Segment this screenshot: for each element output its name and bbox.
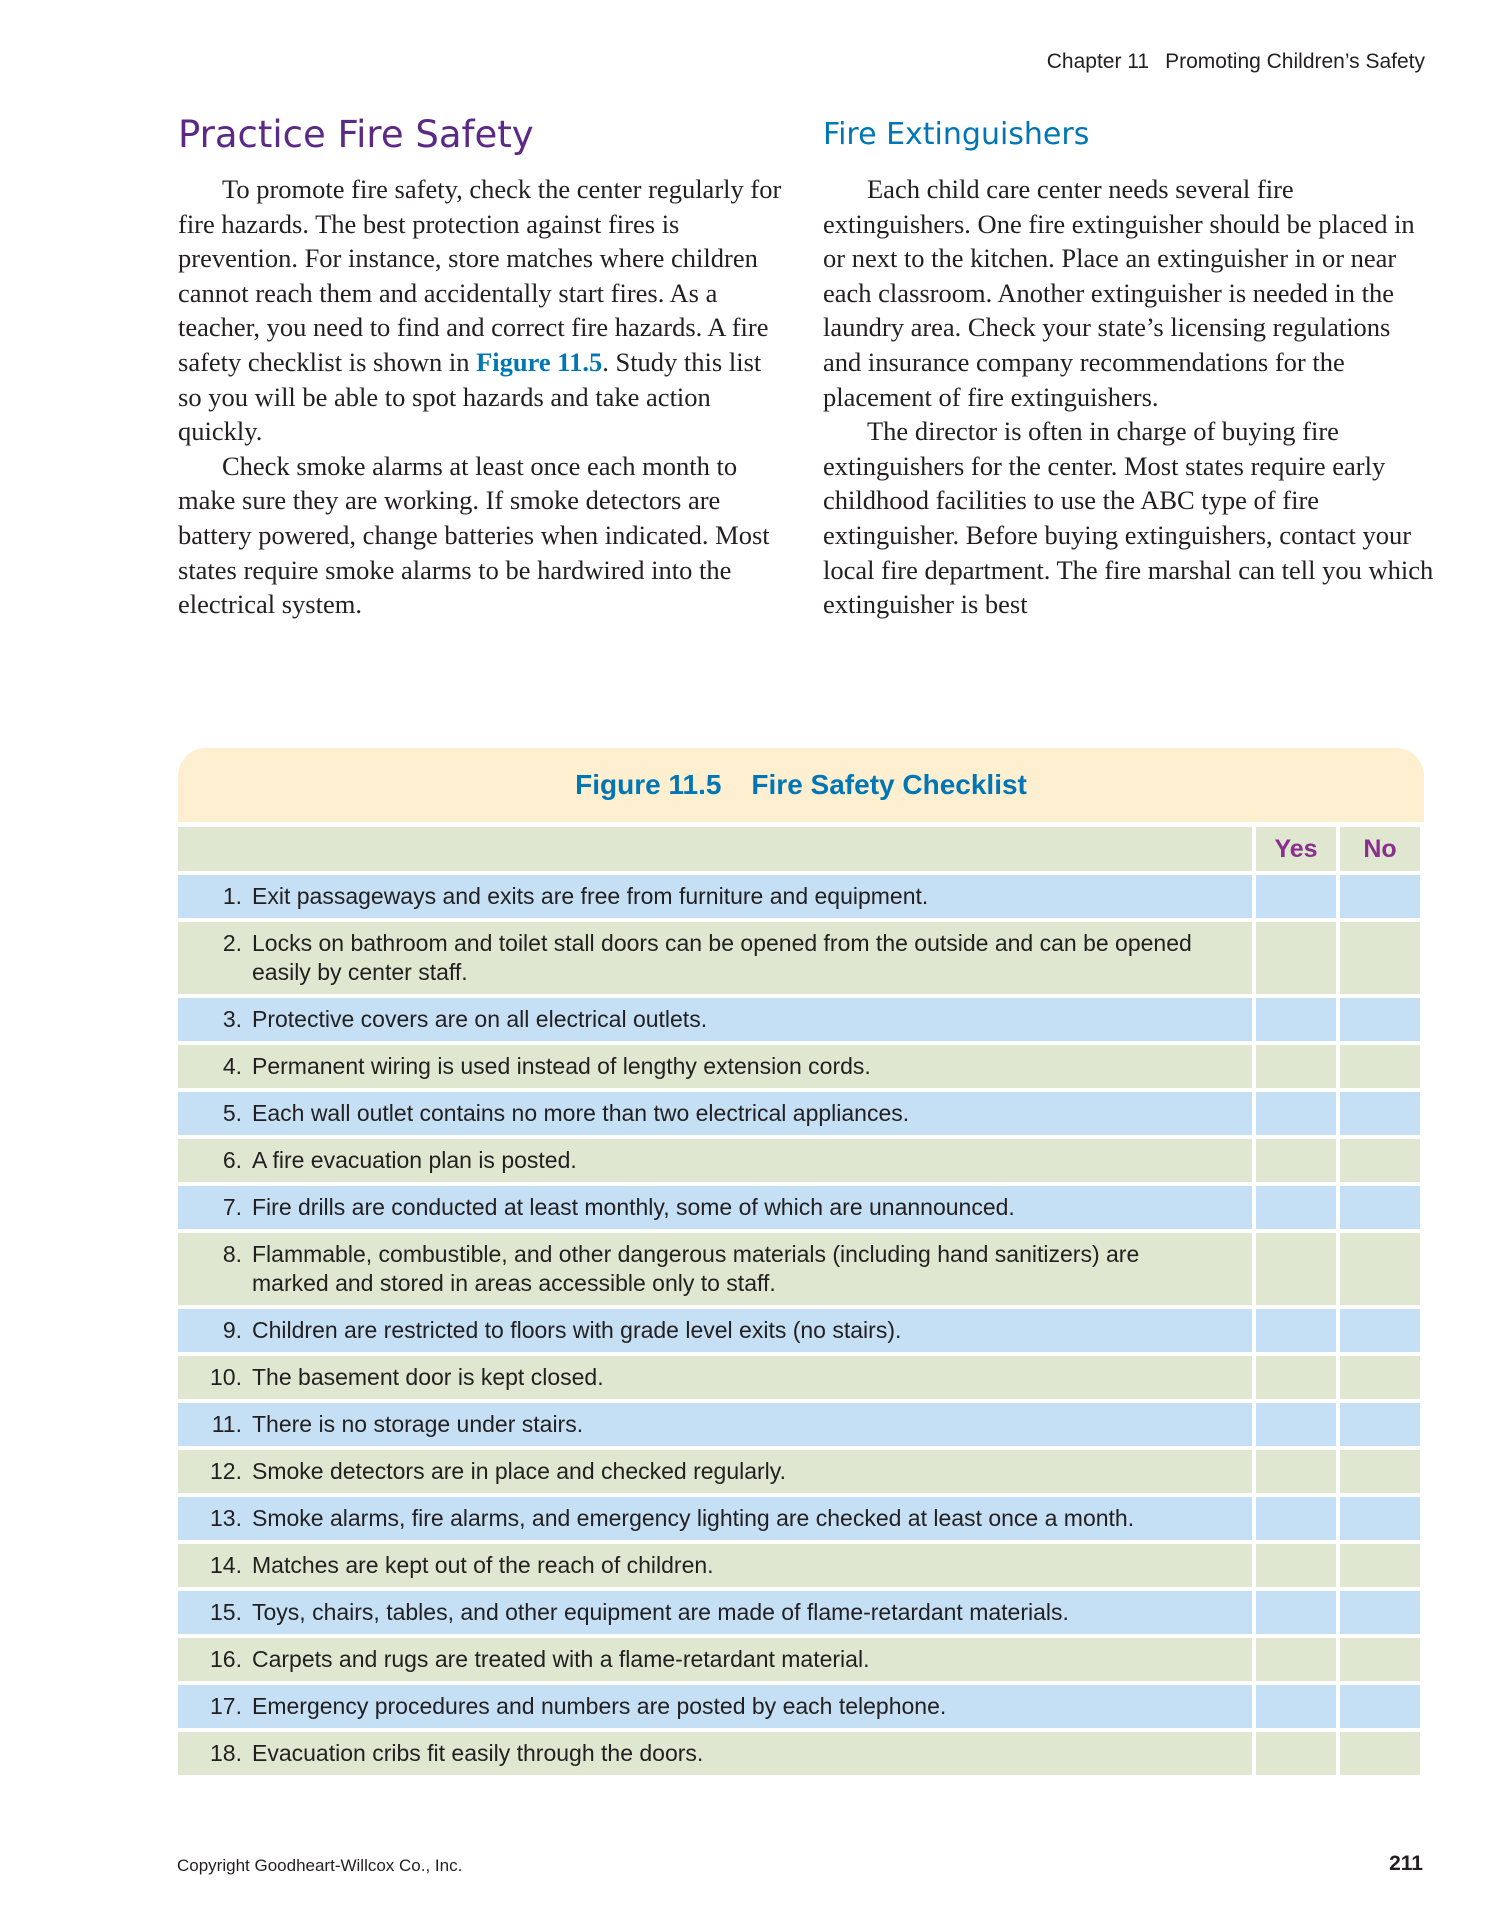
no-checkbox-cell[interactable]: [1340, 1591, 1420, 1634]
header-blank-cell: [178, 827, 1252, 871]
yes-checkbox-cell[interactable]: [1256, 922, 1336, 994]
no-checkbox-cell[interactable]: [1340, 1450, 1420, 1493]
item-text: Each wall outlet contains no more than two electrical appliances.: [252, 1100, 910, 1126]
yes-checkbox-cell[interactable]: [1256, 1450, 1336, 1493]
paragraph-extinguishers-1: Each child care center needs several fire extinguishers. One fire extinguisher should be placed in or next to the kitchen. Place an extinguisher in or near each classroom. Another extinguisher is needed in the laundry area. Check your state’s licensing regulations and insurance company recommendations for the placement of fire extinguishers.: [823, 174, 1415, 412]
paragraph-fire-safety-1: [178, 172, 788, 449]
checklist-row: [178, 1450, 1424, 1493]
yes-checkbox-cell[interactable]: [1256, 1638, 1336, 1681]
checklist-item-cell: [178, 1045, 1252, 1088]
no-checkbox-cell[interactable]: [1340, 1497, 1420, 1540]
checklist-row: [178, 1092, 1424, 1135]
chapter-title: Promoting Children’s Safety: [1165, 50, 1425, 73]
item-number: 4.: [222, 1053, 242, 1079]
checklist-item-cell: [178, 1186, 1252, 1229]
column-header-no: No: [1340, 827, 1420, 871]
yes-checkbox-cell[interactable]: [1256, 1356, 1336, 1399]
item-text: Smoke detectors are in place and checked regularly.: [252, 1458, 786, 1484]
no-checkbox-cell[interactable]: [1340, 1544, 1420, 1587]
checklist-item-cell: [178, 922, 1252, 994]
figure-title: Fire Safety Checklist: [751, 769, 1027, 800]
yes-checkbox-cell[interactable]: [1256, 1309, 1336, 1352]
no-checkbox-cell[interactable]: [1340, 1356, 1420, 1399]
item-text: Evacuation cribs fit easily through the doors.: [252, 1740, 704, 1766]
item-number: 18.: [210, 1740, 242, 1766]
paragraph-text: To promote fire safety, check the center regularly for fire hazards. The best protection against fires is prevention. For instance, store matches where children cannot reach them and accidentally start fires. As a teacher, you need to find and correct fire hazards. A fire safety checklist is shown in: [178, 174, 782, 377]
checklist-item-cell: [178, 1139, 1252, 1182]
checklist-item-cell: [178, 998, 1252, 1041]
item-text: Toys, chairs, tables, and other equipment are made of flame-retardant materials.: [252, 1599, 1069, 1625]
item-number: 13.: [210, 1505, 242, 1531]
figure-caption: [178, 748, 1424, 822]
section-heading-fire-safety: Practice Fire Safety: [178, 113, 534, 156]
checklist-row: [178, 1045, 1424, 1088]
paragraph-text: . Study this list so you will be able to spot hazards and take action quickly.: [178, 346, 762, 447]
yes-checkbox-cell[interactable]: [1256, 1497, 1336, 1540]
figure-reference-link[interactable]: Figure 11.5: [476, 346, 603, 377]
fire-safety-checklist-figure: [178, 748, 1424, 1775]
checklist-row: [178, 1186, 1424, 1229]
checklist-item-cell: [178, 1544, 1252, 1587]
checklist-item-cell: [178, 1233, 1252, 1305]
checklist-row: [178, 1638, 1424, 1681]
item-number: 9.: [222, 1317, 242, 1343]
section-heading-fire-extinguishers: Fire Extinguishers: [823, 117, 1090, 152]
no-checkbox-cell[interactable]: [1340, 1403, 1420, 1446]
yes-checkbox-cell[interactable]: [1256, 1732, 1336, 1775]
checklist-row: [178, 1403, 1424, 1446]
checklist-item-cell: [178, 1497, 1252, 1540]
checklist-row: [178, 1309, 1424, 1352]
item-text: Flammable, combustible, and other dangerous materials (including hand sanitizers) are marked and stored in areas accessible only to staff.: [252, 1241, 1140, 1296]
item-number: 10.: [210, 1364, 242, 1390]
checklist-row: [178, 1139, 1424, 1182]
item-number: 8.: [222, 1241, 242, 1267]
checklist-item-cell: [178, 1403, 1252, 1446]
checklist-row: [178, 1591, 1424, 1634]
left-column: [178, 112, 788, 622]
item-text: Fire drills are conducted at least monthly, some of which are unannounced.: [252, 1194, 1015, 1220]
checklist-header-row: [178, 827, 1424, 871]
checklist-row: [178, 1732, 1424, 1775]
checklist-item-cell: [178, 1356, 1252, 1399]
checklist-row: [178, 1233, 1424, 1305]
no-checkbox-cell[interactable]: [1340, 922, 1420, 994]
yes-checkbox-cell[interactable]: [1256, 1186, 1336, 1229]
no-checkbox-cell[interactable]: [1340, 875, 1420, 918]
checklist-row: [178, 922, 1424, 994]
item-number: 12.: [210, 1458, 242, 1484]
yes-checkbox-cell[interactable]: [1256, 1544, 1336, 1587]
item-number: 2.: [222, 930, 242, 956]
running-head: [1047, 50, 1425, 74]
item-text: Protective covers are on all electrical outlets.: [252, 1006, 708, 1032]
item-text: The basement door is kept closed.: [252, 1364, 604, 1390]
page-number: 211: [1389, 1852, 1423, 1875]
checklist-item-cell: [178, 1638, 1252, 1681]
item-text: A fire evacuation plan is posted.: [252, 1147, 577, 1173]
item-text: Matches are kept out of the reach of children.: [252, 1552, 714, 1578]
right-column: [823, 112, 1435, 622]
checklist-rows: [178, 875, 1424, 1775]
item-number: 14.: [210, 1552, 242, 1578]
item-text: Permanent wiring is used instead of lengthy extension cords.: [252, 1053, 871, 1079]
item-number: 11.: [211, 1411, 242, 1437]
no-checkbox-cell[interactable]: [1340, 1092, 1420, 1135]
no-checkbox-cell[interactable]: [1340, 1139, 1420, 1182]
yes-checkbox-cell[interactable]: [1256, 1092, 1336, 1135]
column-header-yes: Yes: [1256, 827, 1336, 871]
item-number: 5.: [222, 1100, 242, 1126]
chapter-number: Chapter 11: [1046, 50, 1150, 73]
no-checkbox-cell[interactable]: [1340, 1186, 1420, 1229]
item-number: 6.: [222, 1147, 242, 1173]
checklist-row: [178, 875, 1424, 918]
checklist-item-cell: [178, 1732, 1252, 1775]
yes-checkbox-cell[interactable]: [1256, 1139, 1336, 1182]
item-number: 7.: [222, 1194, 242, 1220]
item-number: 16.: [210, 1646, 242, 1672]
checklist-item-cell: [178, 1092, 1252, 1135]
figure-label: Figure 11.5: [575, 769, 722, 800]
item-text: Exit passageways and exits are free from furniture and equipment.: [252, 883, 929, 909]
no-checkbox-cell[interactable]: [1340, 1685, 1420, 1728]
checklist-item-cell: [178, 1685, 1252, 1728]
no-checkbox-cell[interactable]: [1340, 1309, 1420, 1352]
checklist-item-cell: [178, 1591, 1252, 1634]
checklist-row: [178, 1685, 1424, 1728]
item-text: Carpets and rugs are treated with a flame-retardant material.: [252, 1646, 870, 1672]
yes-checkbox-cell[interactable]: [1256, 1591, 1336, 1634]
checklist-row: [178, 1497, 1424, 1540]
no-checkbox-cell[interactable]: [1340, 1638, 1420, 1681]
item-text: Smoke alarms, fire alarms, and emergency lighting are checked at least once a month.: [252, 1505, 1135, 1531]
yes-checkbox-cell[interactable]: [1256, 875, 1336, 918]
item-number: 3.: [222, 1006, 242, 1032]
item-number: 15.: [210, 1599, 242, 1625]
item-number: 1.: [222, 883, 242, 909]
checklist-row: [178, 1356, 1424, 1399]
item-text: Locks on bathroom and toilet stall doors can be opened from the outside and can be opened easily by center staff.: [252, 930, 1192, 985]
checklist-item-cell: [178, 1450, 1252, 1493]
no-checkbox-cell[interactable]: [1340, 1732, 1420, 1775]
yes-checkbox-cell[interactable]: [1256, 1403, 1336, 1446]
checklist-row: [178, 998, 1424, 1041]
item-text: Emergency procedures and numbers are posted by each telephone.: [252, 1693, 947, 1719]
checklist-item-cell: [178, 875, 1252, 918]
paragraph-extinguishers-2: The director is often in charge of buying fire extinguishers for the center. Most states require early childhood facilities to use the ABC type of fire extinguisher. Before buying extinguishers, contact your local fire department. The fire marshal can tell you which extinguisher is best: [823, 416, 1434, 620]
yes-checkbox-cell[interactable]: [1256, 1045, 1336, 1088]
no-checkbox-cell[interactable]: [1340, 1045, 1420, 1088]
checklist-row: [178, 1544, 1424, 1587]
paragraph-fire-safety-2: Check smoke alarms at least once each month to make sure they are working. If smoke detectors are battery powered, change batteries when indicated. Most states require smoke alarms to be hardwired into the electrical system.: [178, 450, 770, 620]
yes-checkbox-cell[interactable]: [1256, 1233, 1336, 1305]
checklist-item-cell: [178, 1309, 1252, 1352]
yes-checkbox-cell[interactable]: [1256, 1685, 1336, 1728]
copyright-notice: Copyright Goodheart-Willcox Co., Inc.: [177, 1856, 463, 1875]
no-checkbox-cell[interactable]: [1340, 998, 1420, 1041]
no-checkbox-cell[interactable]: [1340, 1233, 1420, 1305]
item-text: There is no storage under stairs.: [252, 1411, 584, 1437]
item-text: Children are restricted to floors with grade level exits (no stairs).: [252, 1317, 902, 1343]
yes-checkbox-cell[interactable]: [1256, 998, 1336, 1041]
item-number: 17.: [210, 1693, 242, 1719]
